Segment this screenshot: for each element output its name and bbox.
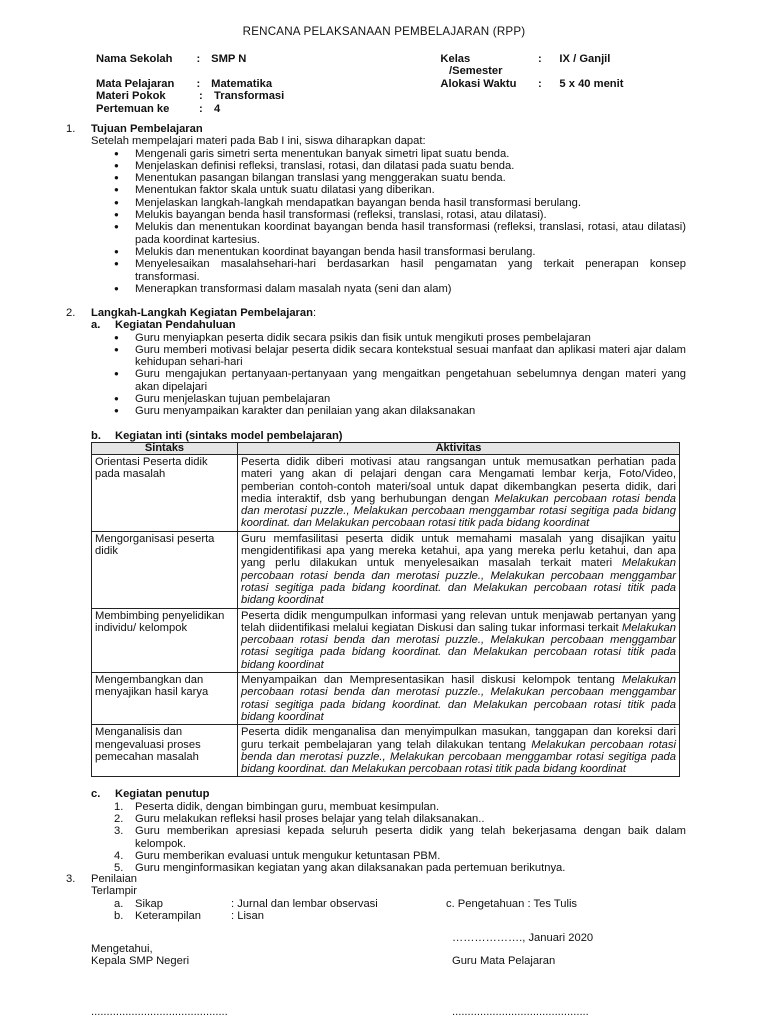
signature-date: ………………., Januari 2020	[452, 932, 594, 944]
sintaks-cell: Orientasi Peserta didik pada masalah	[92, 454, 238, 531]
header-value: 5 x 40 menit	[559, 77, 624, 90]
section-number: 3.	[66, 873, 76, 885]
document-title: RENCANA PELAKSANAAN PEMBELAJARAN (RPP)	[242, 25, 526, 38]
signature-dots-left: ............................................	[91, 1006, 228, 1018]
aktivitas-cell: Menyampaikan dan Mempresentasikan hasil diskusi kelompok tentang Melakukan percobaan rotasi benda dan merotasi puzzle., Melakukan percobaan menggambar rotasi segitiga pada bidang koordinat. dan Melakukan percobaan rotasi titik pada bidang koordinat	[238, 673, 680, 725]
table-header: Aktivitas	[238, 442, 680, 454]
section-title: Langkah-Langkah Kegiatan Pembelajaran	[91, 307, 313, 319]
header-label: /Semester	[449, 65, 503, 78]
header-label: Kelas	[440, 53, 471, 65]
list-item: ● Guru menyiapkan peserta didik secara psikis dan fisik untuk mengikuti proses pembelajaran	[114, 332, 686, 344]
header-sep: :	[537, 53, 542, 65]
aktivitas-cell: Guru memfasilitasi peserta didik untuk memahami masalah yang disajikan yaitu mengidentifikasi apa yang mereka ketahui, apa yang mereka perlu ketahui, dan apa yang perlu dilakukan untuk menyelesaikan masalah terkait materi Melakukan percobaan rotasi benda dan merotasi puzzle., Melakukan percobaan menggambar rotasi segitiga pada bidang koordinat. dan Melakukan percobaan rotasi titik pada bidang koordinat	[238, 531, 680, 608]
section-penilaian	[66, 873, 686, 922]
sub-title: Kegiatan penutup	[115, 788, 210, 801]
header-label: Nama Sekolah	[96, 53, 173, 65]
table-row	[92, 531, 680, 608]
header-value: IX / Ganjil	[559, 53, 611, 65]
header-sep: :	[537, 77, 542, 90]
section-title-colon: :	[312, 307, 317, 319]
list-item: ● Menentukan pasangan bilangan translasi yang menggerakan suatu benda.	[114, 172, 686, 184]
section-title: Tujuan Pembelajaran	[91, 123, 203, 135]
list-item: 2. Guru melakukan refleksi hasil proses belajar yang telah dilaksanakan..	[114, 812, 485, 825]
header-value: Transformasi	[214, 90, 285, 103]
header-value: Matematika	[211, 77, 273, 90]
signature-left-line1: Mengetahui,	[91, 943, 153, 955]
list-item: 1. Peserta didik, dengan bimbingan guru, membuat kesimpulan.	[114, 800, 440, 813]
section-sub: Terlampir	[91, 885, 137, 898]
list-item: ● Melukis dan menentukan koordinat bayangan benda hasil transformasi (refleksi, translasi, rotasi, atau dilatasi) pada koordinat kartesius.	[114, 221, 686, 246]
list-item: 5. Guru menginformasikan kegiatan yang akan dilaksanakan pada pertemuan berikutnya.	[114, 862, 566, 875]
list-item: ● Guru mengajukan pertanyaan-pertanyaan yang mengaitkan pengetahuan sebelumnya dengan materi yang akan dipelajari	[114, 368, 686, 393]
table-row	[92, 454, 680, 531]
signature-dots-right: ............................................	[452, 1006, 589, 1018]
header-label: Alokasi Waktu	[440, 77, 517, 90]
header-sep: :	[196, 77, 201, 90]
sintaks-cell: Menganalisis dan mengevaluasi proses pemecahan masalah	[92, 725, 238, 777]
list-item: ● Mengenali garis simetri serta menentukan banyak simetri lipat suatu benda.	[114, 148, 686, 160]
aktivitas-cell: Peserta didik diberi motivasi atau rangsangan untuk memusatkan perhatian pada materi yang akan di pelajari dengan cara Mengamati lembar kerja, Foto/Video, pemberian contoh-contoh materi/soal untuk dapat dikembangkan peserta didik, dari media interaktif, dsb yang berhubungan dengan Melakukan percobaan rotasi benda dan merotasi puzzle., Melakukan percobaan menggambar rotasi segitiga pada bidang koordinat. dan Melakukan percobaan rotasi titik pada bidang koordinat	[238, 454, 680, 531]
penutup-list	[114, 801, 686, 875]
section-number: 2.	[66, 307, 76, 319]
header-info	[96, 53, 696, 115]
table-row	[92, 725, 680, 777]
header-sep: :	[196, 53, 201, 65]
list-item: ● Menjelaskan langkah-langkah mendapatkan bayangan benda hasil transformasi berulang.	[114, 197, 686, 209]
header-sep: :	[199, 102, 203, 115]
sintaks-cell: Membimbing penyelidikan individu/ kelompok	[92, 608, 238, 672]
list-item: ● Menerapkan transformasi dalam masalah nyata (seni dan alam)	[114, 283, 686, 295]
section-tujuan	[66, 123, 686, 295]
section-number: 1.	[66, 123, 76, 135]
tujuan-list	[114, 148, 686, 296]
aktivitas-cell: Peserta didik menganalisa dan menyimpulkan masukan, tanggapan dan koreksi dari guru terkait pembelajaran yang telah dilakukan tentang Melakukan percobaan rotasi benda dan merotasi puzzle., Melakukan percobaan menggambar rotasi segitiga pada bidang koordinat. dan Melakukan percobaan rotasi titik pada bidang koordinat	[238, 725, 680, 777]
penilaian-row: a. Sikap : Jurnal dan lembar observasi c. Pengetahuan : Tes Tulis	[114, 897, 578, 910]
sub-letter: b.	[91, 429, 101, 442]
signature-right-line: Guru Mata Pelajaran	[452, 955, 556, 967]
signature-left-line2: Kepala SMP Negeri	[91, 955, 190, 967]
sub-title: Kegiatan inti (sintaks model pembelajaran)	[115, 429, 343, 442]
sub-letter: a.	[91, 319, 101, 332]
kegiatan-inti-table	[91, 442, 680, 777]
header-label: Mata Pelajaran	[96, 77, 175, 90]
list-item: ● Menentukan faktor skala untuk suatu dilatasi yang diberikan.	[114, 184, 686, 196]
table-header: Sintaks	[92, 442, 238, 454]
aktivitas-cell: Peserta didik mengumpulkan informasi yang relevan untuk menjawab pertanyan yang telah diidentifikasi melalui kegiatan Diskusi dan saling tukar informasi terkait Melakukan percobaan rotasi benda dan merotasi puzzle., Melakukan percobaan menggambar rotasi segitiga pada bidang koordinat. dan Melakukan percobaan rotasi titik pada bidang koordinat	[238, 608, 680, 672]
pendahuluan-list	[114, 332, 686, 418]
section-langkah	[66, 307, 686, 874]
sintaks-cell: Mengembangkan dan menyajikan hasil karya	[92, 673, 238, 725]
list-item: 3. Guru memberikan apresiasi kepada seluruh peserta didik yang telah bekerjasama dengan baik dalam kelompok.	[114, 825, 686, 850]
section-title: Penilaian	[91, 873, 138, 885]
list-item: ● Menyelesaikan masalahsehari-hari berdasarkan hasil pengamatan yang terkait penerapan konsep transformasi.	[114, 258, 686, 283]
header-value: SMP N	[211, 53, 247, 65]
header-label: Pertemuan ke	[96, 102, 170, 115]
list-item: ● Melukis bayangan benda hasil transformasi (refleksi, translasi, rotasi, atau dilatasi).	[114, 209, 686, 221]
header-label: Materi Pokok	[96, 90, 166, 103]
header-sep: :	[199, 90, 203, 103]
list-item: ● Guru menjelaskan tujuan pembelajaran	[114, 393, 686, 405]
list-item: ● Menjelaskan definisi refleksi, translasi, rotasi, dan dilatasi pada suatu benda.	[114, 160, 686, 172]
list-item: ● Guru menyampaikan karakter dan penilaian yang akan dilaksanakan	[114, 405, 686, 417]
list-item: 4. Guru memberikan evaluasi untuk mengukur ketuntasan PBM.	[114, 849, 441, 862]
sintaks-cell: Mengorganisasi peserta didik	[92, 531, 238, 608]
section-intro: Setelah mempelajari materi pada Bab I ini, siswa diharapkan dapat:	[91, 135, 426, 148]
sub-title: Kegiatan Pendahuluan	[115, 319, 236, 332]
table-row	[92, 673, 680, 725]
list-item: ● Guru memberi motivasi belajar peserta didik secara kontekstual sesuai manfaat dan aplikasi materi ajar dalam kehidupan sehari-hari	[114, 344, 686, 369]
sub-letter: c.	[91, 788, 101, 801]
penilaian-row: b. Keterampilan : Lisan	[114, 909, 264, 922]
header-value: 4	[214, 102, 221, 115]
table-row	[92, 608, 680, 672]
list-item: ● Melukis dan menentukan koordinat bayangan benda hasil transformasi berulang.	[114, 246, 686, 258]
